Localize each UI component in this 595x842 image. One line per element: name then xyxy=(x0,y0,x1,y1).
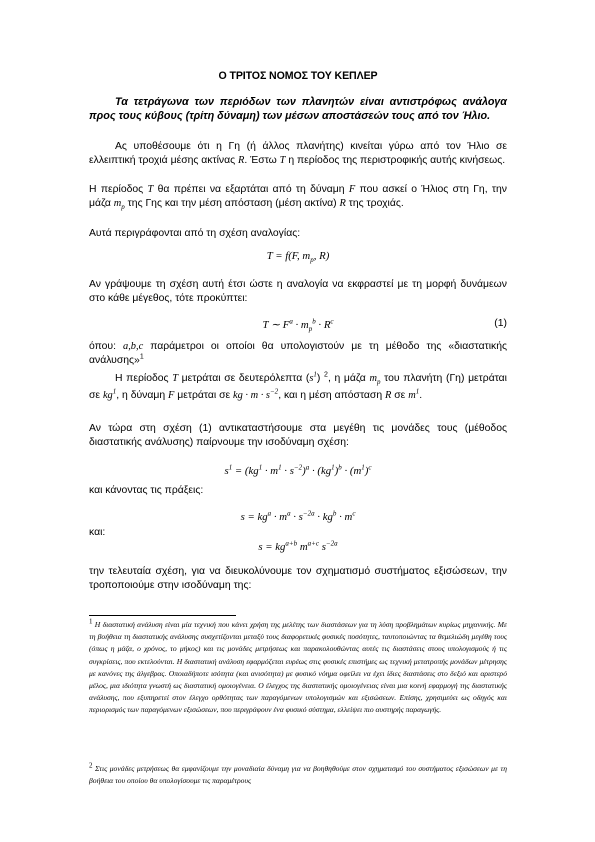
paragraph-relation-intro: Αυτά περιγράφονται από τη σχέση αναλογίας: xyxy=(89,228,301,239)
paragraph-dependence: Η περίοδος T θα πρέπει να εξαρτάται από τη δύναμη F που ασκεί ο Ήλιος στη Γη, την μάζα $m_p$ της Γης και την μέση απόσταση (μέση ακτίνα) R της τροχιάς. xyxy=(89,184,507,212)
footnote-2-text: Στις μονάδες μετρήσεως θα εμφανίζουμε την μοναδιαία δύναμη για να βοηθηθούμε στον σχηματισμό του συστήματος εξισώσεων με τη βοήθεια του οποίου θα υπολογίσουμε τις παραμέτρους xyxy=(89,764,507,786)
paragraph-power-form: Αν γράψουμε τη σχέση αυτή έτσι ώστε η αναλογία να εκφραστεί με τη μορφή δυνάμεων στο κάθε μέγεθος, τότε προκύπτει: xyxy=(89,279,507,305)
footnote-mark: 2 xyxy=(89,761,93,770)
equation-proportionality: T = f(F, $m_p$, R) xyxy=(266,250,330,265)
equation-number: (1) xyxy=(494,318,507,329)
footnote-mark: 1 xyxy=(89,617,93,626)
paragraph-operations: και κάνοντας τις πράξεις: xyxy=(89,485,204,496)
equation-1: T ∼ $F^a \cdot m_p^b \cdot R^c$ (1) xyxy=(262,317,507,334)
paragraph-and: και: xyxy=(89,527,106,538)
paragraph-units: Η περίοδος T μετράται σε δευτερόλεπτα $(s^1)$ $^2$, η μάζα $m_p$ του πλανήτη (Γη) μετράται σε $kg^1$, η δύναμη F μετράται σε kg · $m \cdot s^{-2}$, και η μέση απόσταση R σε $m^1$. xyxy=(89,370,507,401)
equation-expanded: $s = kg^a \cdot m^a \cdot s^{-2a} \cdot kg^b \cdot m^c$ xyxy=(240,509,356,523)
paragraph-last-relation: την τελευταία σχέση, για να διευκολύνουμε τον σχηματισμό συστήματος εξισώσεων, την τροποποιούμε στην ισοδύναμη της: xyxy=(89,566,507,592)
footnote-1 xyxy=(89,619,507,717)
equation-combined: $s = kg^{a+b}$ $m^{a+c}$ $s^{-2a}$ xyxy=(258,539,338,553)
footnote-2 xyxy=(89,763,507,787)
equation-dimensional: $s^1 = (kg^1 \cdot m^1 \cdot s^{-2})^a \cdot (kg^1)^b \cdot (m^1)^c$ xyxy=(224,463,372,477)
paragraph-substitution: Αν τώρα στη σχέση (1) αντικαταστήσουμε στα μεγέθη τις μονάδες τους (μέθοδος διαστατικής ανάλυσης) παίρνουμε την ισοδύναμη σχέση: xyxy=(89,423,507,449)
law-statement: Τα τετράγωνα των περιόδων των πλανητών είναι αντιστρόφως ανάλογα προς τους κύβους (τρίτη δύναμη) των μέσων αποστάσεών τους από τον Ήλιο. xyxy=(89,96,507,122)
footnote-separator xyxy=(89,615,236,616)
footnote-1-text: Η διαστατική ανάλυση είναι μία τεχνική που κάνει χρήση της μελέτης των διαστάσεων για τη λύση προβλημάτων κυρίως μηχανικής. Με τη βοήθεια τη διαστατικής ανάλυσης συσχετίζονται μεταξύ τους διαφορετικές φυσικές ποσότητες, ταυτοποιώντας τα θεμελιώδη μεγέθη τους (όπως η μάζα, ο χρόνος, το μήκος) και τις μονάδες μετρήσεως και παρακολουθώντας αυτές τις διαστάσεις στους υπολογισμούς ή τις συγκρίσεις, που εκτελούνται. Η διαστατική ανάλυση εφαρμόζεται ευρέως στις φυσικές επιστήμες ως τεχνική μετατροπής μονάδων μέτρησης με κανόνες της άλγεβρας. Οποιαδήποτε ισότητα (και ανισότητα) με φυσικό νόημα οφείλει να έχει ίδιες διαστάσεις στο δεξιό και αριστερό μέλος, μια ιδιότητα γνωστή ως διαστατική ομοιογένεια. Ο έλεγχος της διαστατικής ομοιογένειας είναι μια κοινή εφαρμογή της διαστατικής ανάλυσης, που εξυπηρετεί στον έλεγχο ορθότητας των παραγόμενων υπολογισμών και εξισώσεων. Επίσης, χρησιμεύει ως οδηγός και περιορισμός των παραγόμενων εξισώσεων, που περιγράφουν ένα φυσικό σύστημα, ελλείψει πιο αυστηρής παραγωγής. xyxy=(89,620,507,715)
page-title: Ο ΤΡΙΤΟΣ ΝΟΜΟΣ ΤΟΥ ΚΕΠΛΕΡ xyxy=(218,70,378,82)
paragraph-orbit: Ας υποθέσουμε ότι η Γη (ή άλλος πλανήτης) κινείται γύρω από τον Ήλιο σε ελλειπτική τροχιά μέσης ακτίνας R. Έστω T η περίοδος της περιστροφικής αυτής κινήσεως. xyxy=(89,141,507,167)
paragraph-parameters: όπου: a,b,c παράμετροι οι οποίοι θα υπολογιστούν με τη μέθοδο της «διαστατικής ανάλυσης»$^1$ xyxy=(89,341,508,367)
